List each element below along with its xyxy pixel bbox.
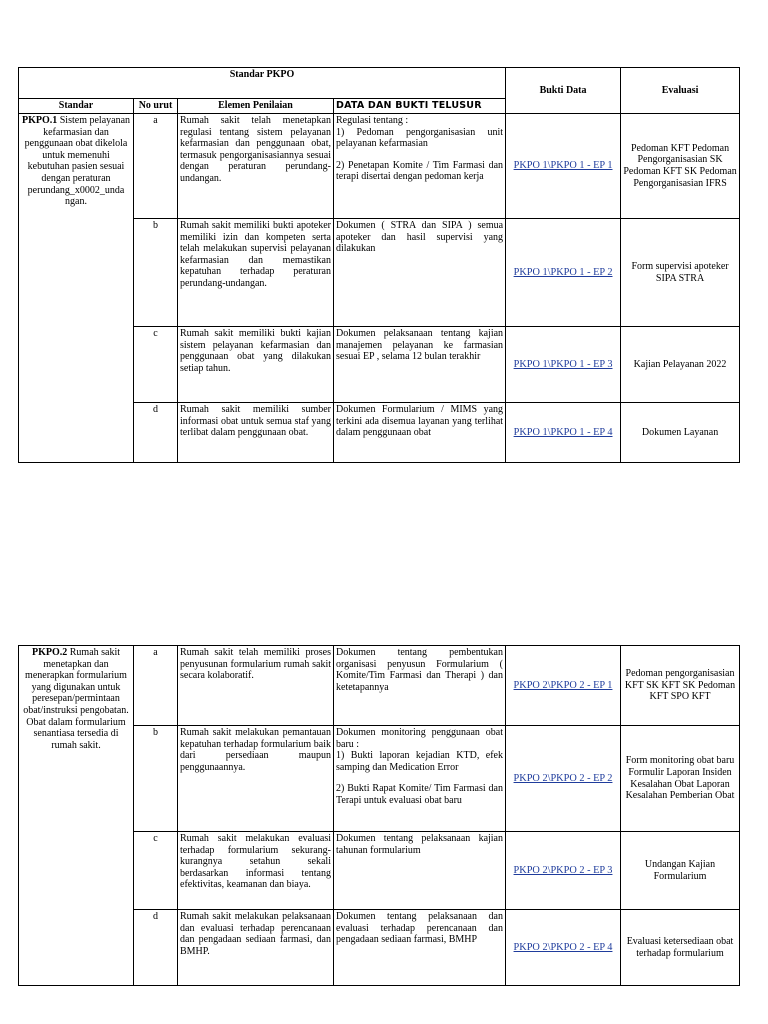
row-no: a [134,646,178,726]
bukti-link[interactable]: PKPO 2\PKPO 2 - EP 3 [513,864,613,876]
evaluasi-cell: Undangan Kajian Formularium [621,832,740,910]
elemen-penilaian: Rumah sakit telah menetapkan regulasi tentang sistem pelayanan kefarmasian dan penggunaan obat, termasuk pengorganisasiannya sesuai dengan peraturan perundang-undangan. [178,114,334,219]
row-no: b [134,219,178,327]
standard-text: Sistem pelayanan kefarmasian dan penggunaan obat dikelola untuk memenuhi kebutuhan pasien sesuai dengan peraturan perundang_x0002_unda ngan. [24,115,131,208]
bukti-link[interactable]: PKPO 1\PKPO 1 - EP 1 [513,160,613,172]
data-bukti-cell [334,726,506,832]
data-line: Regulasi tentang : [336,115,409,126]
pkpo2-table [18,645,740,986]
standard-code: PKPO.1 [21,115,58,126]
row-no: b [134,726,178,832]
evaluasi-cell: Pedoman KFT Pedoman Pengorganisasian SK Pedoman KFT SK Pedoman Pengorganisasian IFRS [621,114,740,219]
bukti-link[interactable]: PKPO 1\PKPO 1 - EP 2 [513,266,613,278]
row-no: d [134,403,178,463]
bukti-data-cell [506,832,621,910]
table-row [19,114,740,219]
elemen-penilaian: Rumah sakit melakukan pemantauan kepatuhan terhadap formularium baik dari persediaan maupun penggunaannya. [178,726,334,832]
data-line: 1) Pedoman pengorganisasian unit pelayanan kefarmasian [336,126,504,150]
table-title: Standar PKPO [19,68,506,99]
bukti-data-cell [506,910,621,986]
elemen-penilaian: Rumah sakit melakukan pelaksanaan dan evaluasi terhadap perencanaan dan pengadaan sediaan farmasi, dan BMHP. [178,910,334,986]
row-no: d [134,910,178,986]
data-bukti-cell: Dokumen pelaksanaan tentang kajian manajemen pelayanan ke farmasian sesuai EP , selama 12 bulan terakhir [334,327,506,403]
pkpo1-table [18,67,740,463]
bukti-link[interactable]: PKPO 2\PKPO 2 - EP 2 [513,772,613,784]
row-no: c [134,832,178,910]
row-no: c [134,327,178,403]
bukti-data-cell [506,726,621,832]
data-line: 2) Bukti Rapat Komite/ Tim Farmasi dan Terapi untuk evaluasi obat baru [336,783,503,806]
bukti-link[interactable]: PKPO 1\PKPO 1 - EP 3 [513,358,613,370]
elemen-penilaian: Rumah sakit telah memiliki proses penyusunan formularium rumah sakit secara kolaboratif. [178,646,334,726]
bukti-link[interactable]: PKPO 1\PKPO 1 - EP 4 [513,426,613,438]
evaluasi-cell: Form supervisi apoteker SIPA STRA [621,219,740,327]
elemen-penilaian: Rumah sakit melakukan evaluasi terhadap formularium sekurang- kurangnya setahun sekali berdasarkan informasi tentang efektivitas, keamanan dan biaya. [178,832,334,910]
header-bukti-data: Bukti Data [506,68,621,114]
data-line: 2) Penetapan Komite / Tim Farmasi dan terapi disertai dengan pedoman kerja [336,159,504,183]
table-row [19,646,740,726]
data-line: 1) Bukti laporan kejadian KTD, efek samping dan Medication Error [336,750,503,773]
data-bukti-cell: Dokumen tentang pelaksanaan kajian tahunan formularium [334,832,506,910]
elemen-penilaian: Rumah sakit memiliki bukti kajian sistem pelayanan kefarmasian dan penggunaan obat yang dilakukan setiap tahun. [178,327,334,403]
data-bukti-cell [334,114,506,219]
evaluasi-cell: Pedoman pengorganisasian KFT SK KFT SK Pedoman KFT SPO KFT [621,646,740,726]
standard-cell [19,114,134,463]
standard-cell [19,646,134,986]
data-bukti-cell: Dokumen ( STRA dan SIPA ) semua apoteker dan hasil supervisi yang dilakukan [334,219,506,327]
evaluasi-cell: Kajian Pelayanan 2022 [621,327,740,403]
data-bukti-cell: Dokumen tentang pelaksanaan dan evaluasi terhadap perencanaan dan pengadaan sediaan farmasi, BMHP [334,910,506,986]
elemen-penilaian: Rumah sakit memiliki sumber informasi obat untuk semua staf yang terlibat dalam penggunaan obat. [178,403,334,463]
header-no-urut: No urut [134,99,178,114]
evaluasi-cell: Evaluasi ketersediaan obat terhadap formularium [621,910,740,986]
bukti-data-cell [506,219,621,327]
evaluasi-cell: Form monitoring obat baru Formulir Laporan Insiden Kesalahan Obat Laporan Kesalahan Pemberian Obat [621,726,740,832]
standard-code: PKPO.2 [31,647,68,658]
bukti-link[interactable]: PKPO 2\PKPO 2 - EP 1 [513,679,613,691]
evaluasi-cell: Dokumen Layanan [621,403,740,463]
elemen-penilaian: Rumah sakit memiliki bukti apoteker memiliki izin dan kompeten serta telah melakukan supervisi pelayanan kefarmasian dan memastikan kepatuhan terhadap peraturan perundang-undangan. [178,219,334,327]
data-line: Dokumen monitoring penggunaan obat baru : [336,727,503,750]
bukti-data-cell [506,114,621,219]
standard-text: Rumah sakit menetapkan dan menerapkan formularium yang digunakan untuk peresepan/permintaan obat/instruksi pengobatan. Obat dalam formularium senantiasa tersedia di rumah sakit. [23,647,129,751]
bukti-link[interactable]: PKPO 2\PKPO 2 - EP 4 [513,941,613,953]
bukti-data-cell [506,327,621,403]
row-no: a [134,114,178,219]
header-data-bukti-telusur: DATA DAN BUKTI TELUSUR [334,99,506,114]
table-header-row [19,68,740,99]
bukti-data-cell [506,646,621,726]
data-bukti-cell: Dokumen Formularium / MIMS yang terkini ada disemua layanan yang terlihat dalam penggunaan obat [334,403,506,463]
bukti-data-cell [506,403,621,463]
header-evaluasi: Evaluasi [621,68,740,114]
header-standar: Standar [19,99,134,114]
data-bukti-cell: Dokumen tentang pembentukan organisasi penyusun Formularium ( Komite/Tim Farmasi dan Therapi ) dan ketetapannya [334,646,506,726]
header-elemen-penilaian: Elemen Penilaian [178,99,334,114]
